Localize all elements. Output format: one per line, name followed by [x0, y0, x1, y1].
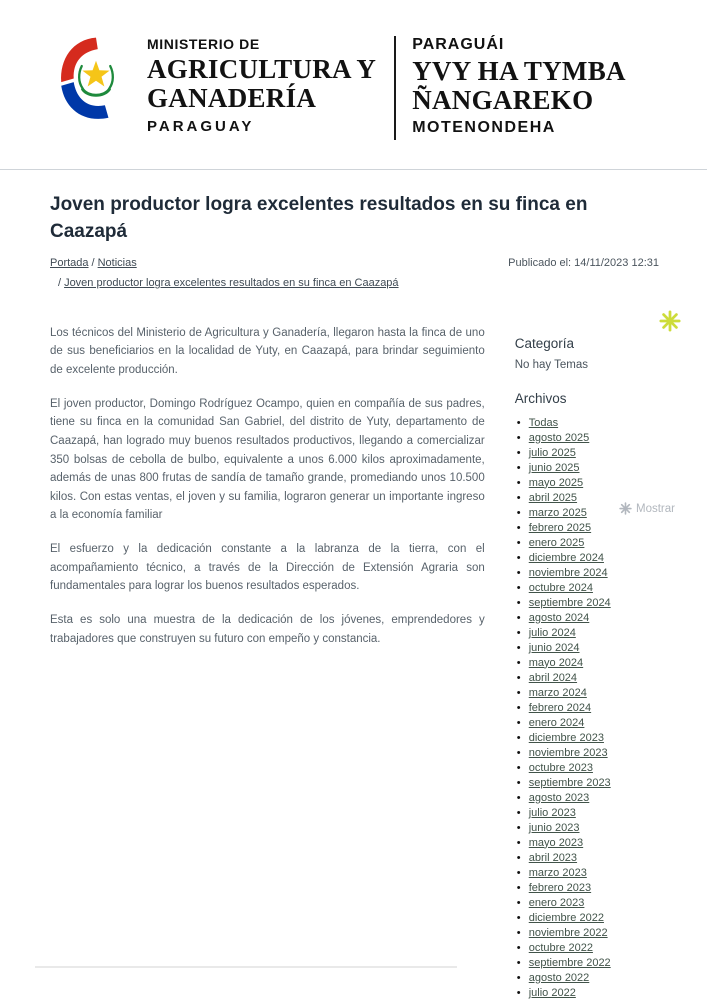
archive-link[interactable]: Todas — [528, 416, 559, 429]
archive-link[interactable]: octubre 2022 — [528, 941, 593, 954]
archive-link[interactable]: diciembre 2023 — [528, 731, 604, 744]
archive-link[interactable]: junio 2025 — [528, 461, 580, 474]
archive-item — [515, 536, 659, 551]
archive-item — [515, 416, 659, 431]
archive-item — [515, 941, 659, 956]
guarani-wordmark — [412, 34, 626, 137]
ministry-line1: MINISTERIO DE — [147, 36, 260, 52]
breadcrumb-line2 — [50, 274, 399, 294]
meta-row — [50, 254, 659, 294]
archive-link[interactable]: marzo 2025 — [528, 506, 587, 519]
article-body — [50, 324, 485, 1001]
archive-item — [515, 611, 659, 626]
breadcrumb-link-current[interactable]: Joven productor logra excelentes resultados en su finca en Caazapá — [64, 276, 399, 289]
archive-link[interactable]: enero 2024 — [528, 716, 585, 729]
archive-item — [515, 806, 659, 821]
archive-item — [515, 701, 659, 716]
archive-item — [515, 476, 659, 491]
archive-link[interactable]: agosto 2023 — [528, 791, 590, 804]
archive-link[interactable]: septiembre 2022 — [528, 956, 611, 969]
archive-link[interactable]: diciembre 2024 — [528, 551, 604, 564]
archive-item — [515, 671, 659, 686]
archive-item — [515, 866, 659, 881]
main-content — [0, 170, 707, 1001]
archive-link[interactable]: marzo 2024 — [528, 686, 587, 699]
archive-item — [515, 761, 659, 776]
show-widget-icon — [619, 502, 632, 515]
archive-link[interactable]: julio 2022 — [528, 986, 576, 999]
archive-item — [515, 836, 659, 851]
archive-item — [515, 881, 659, 896]
category-empty-text: No hay Temas — [514, 358, 589, 371]
archive-item — [515, 911, 659, 926]
archive-item — [515, 986, 659, 1001]
archive-link[interactable]: julio 2024 — [528, 626, 576, 639]
paraguay-coat-of-arms-icon — [55, 34, 137, 132]
archive-item — [515, 686, 659, 701]
archive-link[interactable]: noviembre 2023 — [528, 746, 608, 759]
archive-item — [515, 461, 659, 476]
show-widget-button[interactable] — [617, 501, 677, 516]
archive-link[interactable]: diciembre 2022 — [528, 911, 604, 924]
guarani-line3: ÑANGAREKO — [412, 85, 594, 116]
guarani-line2: YVY HA TYMBA — [412, 56, 626, 86]
ministry-line2: AGRICULTURA Y — [147, 54, 377, 84]
footer-rule — [35, 966, 457, 968]
breadcrumb-separator: / — [58, 276, 62, 289]
archive-item — [515, 821, 659, 836]
breadcrumb — [50, 254, 399, 294]
archive-link[interactable]: enero 2023 — [528, 896, 585, 909]
archive-item — [515, 746, 659, 761]
archive-link[interactable]: noviembre 2022 — [528, 926, 608, 939]
published-date: Publicado el: 14/11/2023 12:31 — [508, 257, 659, 270]
archive-link[interactable]: julio 2025 — [528, 446, 576, 459]
archive-link[interactable]: octubre 2024 — [528, 581, 593, 594]
archive-item — [515, 656, 659, 671]
archive-link[interactable]: agosto 2022 — [528, 971, 590, 984]
breadcrumb-link-portada[interactable]: Portada — [50, 257, 89, 270]
archive-item — [515, 596, 659, 611]
guarani-line1: PARAGUÁI — [412, 36, 505, 53]
archive-item — [515, 971, 659, 986]
archive-link[interactable]: mayo 2025 — [528, 476, 584, 489]
ministry-wordmark — [147, 34, 376, 135]
site-header — [0, 0, 707, 169]
archive-item — [515, 521, 659, 536]
sidebar — [515, 324, 659, 1001]
archive-item — [515, 626, 659, 641]
archive-link[interactable]: noviembre 2024 — [528, 566, 608, 579]
archive-link[interactable]: febrero 2024 — [528, 701, 592, 714]
article-paragraph: Esta es solo una muestra de la dedicación de los jóvenes, emprendedores y trabajadores que construyen su futuro con empeño y constancia. — [50, 613, 485, 645]
archive-item — [515, 776, 659, 791]
archive-link[interactable]: septiembre 2024 — [528, 596, 611, 609]
ministry-line3: GANADERÍA — [147, 83, 317, 114]
page-title: Joven productor logra excelentes resultados en su finca en Caazapá — [50, 194, 588, 242]
archive-link[interactable]: febrero 2023 — [528, 881, 592, 894]
archive-item — [515, 431, 659, 446]
breadcrumb-link-noticias[interactable]: Noticias — [97, 257, 137, 270]
archive-link[interactable]: abril 2023 — [528, 851, 578, 864]
archive-link[interactable]: mayo 2023 — [528, 836, 584, 849]
breadcrumb-line1 — [50, 254, 399, 274]
article-paragraph: El joven productor, Domingo Rodríguez Ocampo, quien en compañía de sus padres, tiene su finca en la comunidad San Gabriel, del distrito de Yuty, departamento de Caazapá, han logrado muy buenos resultados productivos, llegando a comercializar 350 bolsas de cebolla de bulbo, equivalente a unos 6.000 kilos aproximadamente, además de unas 800 frutas de sandía de tamaño grande, promediando unos 10.500 kilos. Con estas ventas, el joven y su familia, lograron generar un importante ingreso a la economía familiar — [50, 397, 485, 522]
archive-link[interactable]: octubre 2023 — [528, 761, 593, 774]
archive-link[interactable]: marzo 2023 — [528, 866, 587, 879]
category-heading: Categoría — [514, 335, 575, 351]
archive-item — [515, 716, 659, 731]
archive-item — [515, 446, 659, 461]
archive-link[interactable]: agosto 2024 — [528, 611, 590, 624]
ministry-line4: PARAGUAY — [147, 118, 255, 136]
archive-item — [515, 791, 659, 806]
header-divider — [394, 36, 396, 140]
archive-link[interactable]: julio 2023 — [528, 806, 576, 819]
archive-item — [515, 566, 659, 581]
archive-link[interactable]: febrero 2025 — [528, 521, 592, 534]
article-paragraph: Los técnicos del Ministerio de Agricultura y Ganadería, llegaron hasta la finca de uno de sus beneficiarios en la localidad de Yuty, en Caazapá, para brindar seguimiento de excelente producción. — [50, 326, 485, 377]
archive-link[interactable]: enero 2025 — [528, 536, 585, 549]
archive-item — [515, 641, 659, 656]
show-widget-label: Mostrar — [636, 502, 675, 515]
breadcrumb-separator: / — [91, 257, 95, 270]
archive-item — [515, 926, 659, 941]
archive-item — [515, 551, 659, 566]
archive-item — [515, 731, 659, 746]
archive-item — [515, 956, 659, 971]
archive-item — [515, 851, 659, 866]
article-paragraph: El esfuerzo y la dedicación constante a la labranza de la tierra, con el acompañamiento técnico, a través de la Dirección de Extensión Agraria son fundamentales para lograr los buenos resultados esperados. — [50, 543, 485, 593]
archive-link[interactable]: junio 2023 — [528, 821, 580, 834]
guarani-line4: MOTENONDEHA — [412, 119, 556, 137]
archive-link[interactable]: mayo 2024 — [528, 656, 584, 669]
archive-link[interactable]: abril 2025 — [528, 491, 578, 504]
archive-link[interactable]: junio 2024 — [528, 641, 580, 654]
archives-heading: Archivos — [514, 390, 567, 406]
archive-link[interactable]: abril 2024 — [528, 671, 578, 684]
archive-item — [515, 581, 659, 596]
archive-item — [515, 896, 659, 911]
accessibility-asterisk-icon[interactable] — [659, 310, 681, 332]
archive-link[interactable]: septiembre 2023 — [528, 776, 611, 789]
archive-link[interactable]: agosto 2025 — [528, 431, 590, 444]
content-row — [50, 324, 659, 1001]
